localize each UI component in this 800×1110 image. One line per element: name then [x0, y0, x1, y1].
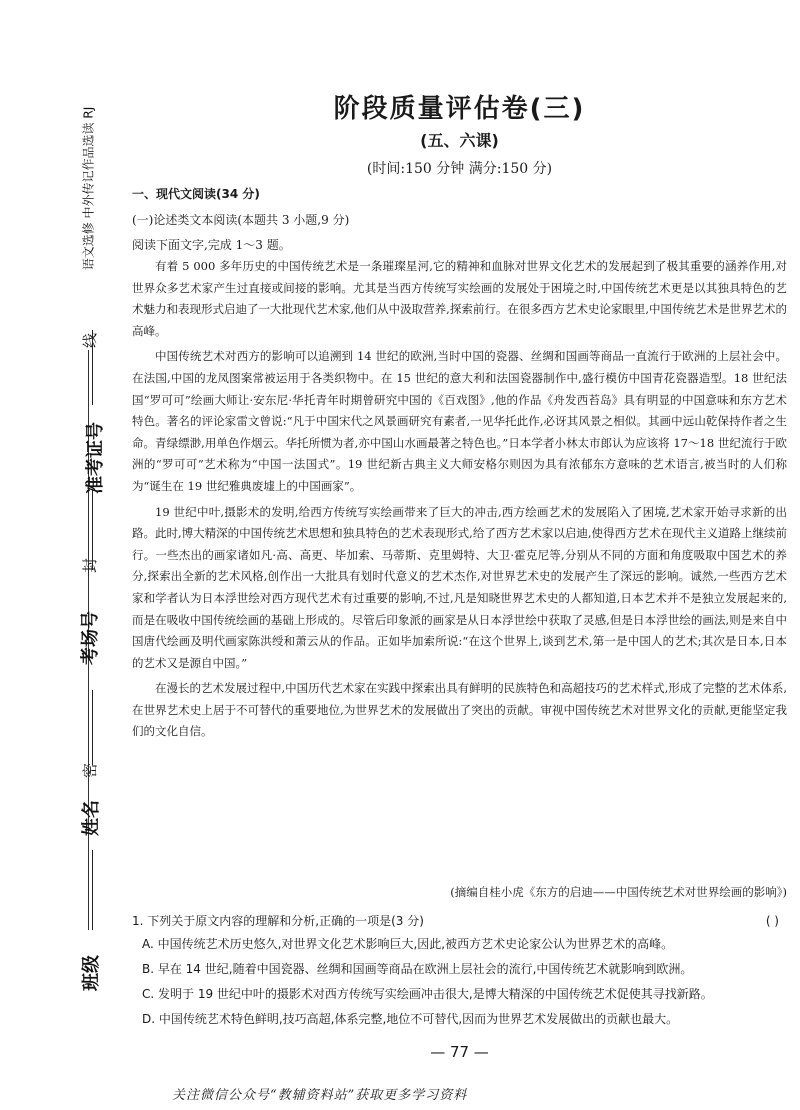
section-heading: 一、现代文阅读(34 分): [132, 187, 260, 201]
question-1: [132, 910, 787, 1032]
name-label: 姓名: [81, 800, 102, 836]
exam-page: [132, 0, 787, 1110]
question-stem: 1. 下列关于原文内容的理解和分析,正确的一项是(3 分): [132, 914, 424, 928]
option-d[interactable]: D. 中国传统艺术特色鲜明,技巧高超,体系完整,地位不可替代,因而为世界艺术发展做出的贡献也最大。: [142, 1012, 679, 1026]
seal-mark: 封: [81, 557, 100, 574]
passage-source: (摘编自桂小虎《东方的启迪——中国传统艺术对世界绘画的影响》): [450, 885, 787, 899]
page-title: 阶段质量评估卷(三): [333, 94, 586, 124]
answer-blank[interactable]: ( ): [765, 914, 779, 928]
passage-paragraph-2: 中国传统艺术对西方的影响可以追溯到 14 世纪的欧洲,当时中国的瓷器、丝绸和国画等商品一直流行于欧洲的上层社会中。在法国,中国的龙凤图案常被运用于各类织物中。在 15 世纪的意大利和法国瓷器制作中,盛行模仿中国青花瓷器造型。18 世纪法国“罗可可”绘画大师让·安东尼·华托青年时期曾研究中国的《百戏图》,他的作品《舟发西苔岛》具有明显的中国意味和东方艺术特色。著名的评论家雷文曾说:“凡于中国宋代之风景画研究有素者,一见华托此作,必讶其风景之相似。其画中远山乾保持作者之生命。青绿缥渺,用单色作烟云。华托所惯为者,亦中国山水画最著之特色也。”日本学者小林太市郎认为应该将 17～18 世纪流行于欧洲的“罗可可”艺术称为“中国一法国式”。19 世纪新古典主义大师安格尔则因为具有浓郁东方意味的艺术语言,被当时的人们称为“诞生在 19 世纪雅典废墟上的中国画家”。: [132, 349, 787, 493]
class-blank[interactable]: [92, 850, 93, 930]
secret-mark: 密: [81, 762, 100, 779]
course-label: 语文选修 中外传记作品选读 RJ: [81, 106, 96, 271]
room-blank[interactable]: [92, 490, 93, 570]
passage: [132, 256, 787, 747]
class-label: 班级: [81, 955, 102, 991]
binding-margin: [0, 0, 120, 1110]
exam-meta: (时间:150 分钟 满分:150 分): [366, 161, 553, 177]
passage-paragraph-3: 19 世纪中叶,摄影术的发明,给西方传统写实绘画带来了巨大的冲击,西方绘画艺术的发展陷入了困境,艺术家开始寻求新的出路。此时,博大精深的中国传统艺术思想和独具特色的艺术表现形式,给了西方艺术家以启迪,使得西方艺术在现代主义道路上继续前行。一些杰出的画家诸如凡·高、高更、毕加索、马蒂斯、克里姆特、大卫·霍克尼等,分别从不同的方面和角度吸取中国艺术的养分,探索出全新的艺术风格,创作出一大批具有划时代意义的艺术杰作,对世界艺术史的发展产生了深远的影响。诚然,一些西方艺术家和学者认为日本浮世绘对西方现代艺术有过重要的影响,不过,凡是知晓世界艺术史的人都知道,日本艺术并不是独立发展起来的,而是在吸收中国传统绘画的基础上形成的。尽管后印象派的画家是从日本浮世绘中获取了灵感,但是日本浮世绘的画法,则是来自中国唐代绘画及明代画家陈洪绶和萧云从的作品。正如毕加索所说:“在这个世界上,谈到艺术,第一是中国人的艺术;其次是日本,日本的艺术又是源自中国。”: [132, 504, 787, 670]
seal-line-mark: 线: [81, 332, 100, 349]
page-number: — 77 —: [430, 1043, 489, 1061]
option-c[interactable]: C. 发明于 19 世纪中叶的摄影术对西方传统写实绘画冲击很大,是博大精深的中国传统艺术促使其寻找新路。: [142, 987, 713, 1001]
passage-paragraph-1: 有着 5 000 多年历史的中国传统艺术是一条璀璨星河,它的精神和血脉对世界文化艺术的发展起到了极其重要的涵养作用,对世界众多艺术家产生过直接或间接的影响。尤其是当西方传统写实绘画的发展处于困境之时,中国传统艺术更是以其独具特色的艺术魅力和表现形式启迪了一大批现代艺术家,他们从中汲取营养,探索前行。在很多西方艺术史论家眼里,中国传统艺术是世界艺术的高峰。: [132, 259, 787, 338]
page-subtitle: (五、六课): [420, 131, 499, 150]
option-b[interactable]: B. 早在 14 世纪,随着中国瓷器、丝绸和国画等商品在欧洲上层社会的流行,中国传统艺术就影响到欧洲。: [142, 962, 693, 976]
room-label: 考场号: [80, 611, 101, 665]
footer-note: 关注微信公众号“教辅资料站”获取更多学习资料: [172, 1088, 468, 1103]
instruction: 阅读下面文字,完成 1～3 题。: [132, 238, 291, 252]
passage-paragraph-4: 在漫长的艺术发展过程中,中国历代艺术家在实践中探索出具有鲜明的民族特色和高超技巧的艺术样式,形成了完整的艺术体系,在世界艺术史上居于不可替代的重要地位,为世界艺术的发展做出了突出的贡献。审视中国传统艺术对世界文化的贡献,更能坚定我们的文化自信。: [132, 681, 787, 739]
name-blank[interactable]: [92, 690, 93, 765]
exam-id-label: 准考证号: [85, 422, 106, 494]
exam-id-blank[interactable]: [92, 330, 93, 405]
option-a[interactable]: A. 中国传统艺术历史悠久,对世界文化艺术影响巨大,因此,被西方艺术史论家公认为世界艺术的高峰。: [142, 937, 674, 951]
sub-heading: (一)论述类文本阅读(本题共 3 小题,9 分): [132, 213, 350, 227]
